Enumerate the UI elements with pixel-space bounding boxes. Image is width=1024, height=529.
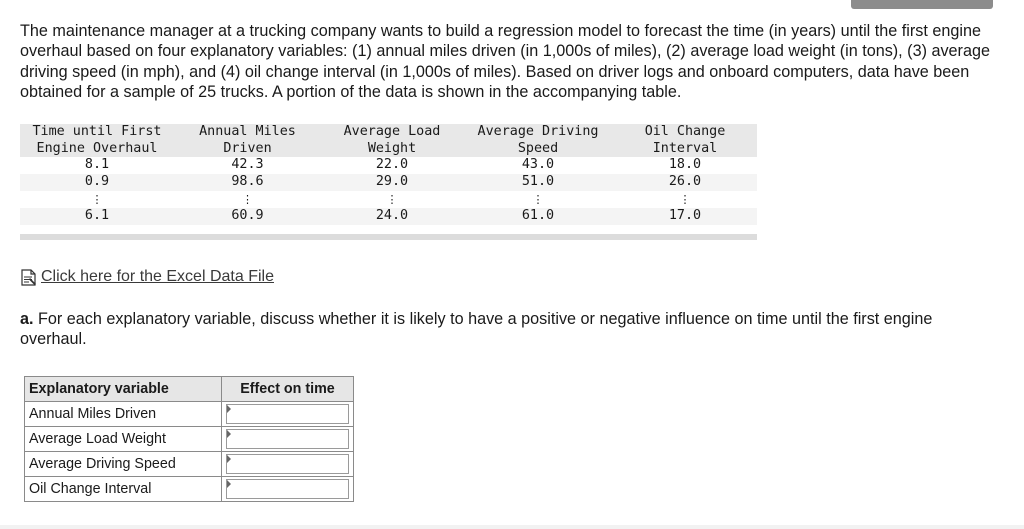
answer-row-annual-miles	[25, 402, 354, 427]
header-average-load: Average Load Weight	[321, 124, 463, 157]
vertical-ellipsis: ⋮	[386, 192, 398, 206]
effect-dropdown-average-speed[interactable]	[226, 454, 349, 474]
table-cell: 0.9	[20, 174, 174, 191]
header-oil-change: Oil Change Interval	[613, 124, 757, 157]
question-a	[20, 309, 1000, 350]
effect-dropdown-average-load[interactable]	[226, 429, 349, 449]
effect-cell	[222, 402, 354, 427]
vertical-ellipsis: ⋮	[532, 192, 544, 206]
effect-dropdown-annual-miles[interactable]	[226, 404, 349, 424]
table-cell: 43.0	[521, 157, 555, 173]
table-row	[20, 157, 757, 174]
variable-label: Oil Change Interval	[25, 477, 222, 502]
table-cell: 29.0	[321, 174, 463, 191]
excel-data-link[interactable]	[20, 268, 274, 286]
effect-cell	[222, 452, 354, 477]
variable-label: Average Load Weight	[25, 427, 222, 452]
table-cell: 18.0	[668, 157, 702, 173]
header-average-speed: Average Driving Speed	[463, 124, 613, 157]
table-cell: 98.6	[174, 174, 321, 191]
vertical-ellipsis: ⋮	[679, 192, 691, 206]
top-toolbar-tab[interactable]	[851, 0, 993, 9]
vertical-ellipsis: ⋮	[242, 192, 253, 206]
vertical-ellipsis: ⋮	[91, 192, 103, 206]
question-a-label: a.	[20, 310, 34, 328]
table-row	[20, 208, 757, 225]
header-time-until-overhaul: Time until First Engine Overhaul	[20, 124, 174, 157]
header-explanatory-variable: Explanatory variable	[25, 377, 222, 402]
data-table-header-row	[20, 124, 757, 157]
effect-cell	[222, 477, 354, 502]
table-cell: 42.3	[231, 157, 264, 173]
table-cell: 17.0	[613, 208, 757, 225]
table-cell: 51.0	[463, 174, 613, 191]
excel-link-label[interactable]: Click here for the Excel Data File	[41, 268, 274, 285]
data-table	[20, 124, 757, 225]
table-cell: 61.0	[463, 208, 613, 225]
footer-divider	[0, 525, 1024, 529]
table-row	[20, 174, 757, 191]
header-effect-on-time: Effect on time	[222, 377, 354, 402]
answer-row-oil-change	[25, 477, 354, 502]
effect-cell	[222, 427, 354, 452]
answer-row-average-load	[25, 427, 354, 452]
answer-table	[24, 376, 354, 502]
header-annual-miles: Annual Miles Driven	[174, 124, 321, 157]
table-cell: 6.1	[20, 208, 174, 225]
table-cell: 24.0	[321, 208, 463, 225]
effect-dropdown-oil-change[interactable]	[226, 479, 349, 499]
excel-file-icon	[20, 269, 38, 286]
question-a-text: For each explanatory variable, discuss whether it is likely to have a positive or negative influence on time until the first engine overhaul.	[20, 310, 933, 349]
table-bottom-rule	[20, 234, 757, 240]
table-cell: 60.9	[174, 208, 321, 225]
table-cell: 8.1	[84, 157, 110, 173]
table-cell: 22.0	[375, 157, 409, 173]
answer-row-average-speed	[25, 452, 354, 477]
answer-table-header-row	[25, 377, 354, 402]
data-table-container	[20, 124, 757, 240]
problem-intro: The maintenance manager at a trucking company wants to build a regression model to forecast the time (in years) until the first engine overhaul based on four explanatory variables: (1) annual miles driven (in 1,000s of miles), (2) average load weight (in tons), (3) average driving speed (in mph), and (4) oil change interval (in 1,000s of miles). Based on driver logs and onboard computers, data have been obtained for a sample of 25 trucks. A portion of the data is shown in the accompanying table.	[20, 22, 990, 101]
variable-label: Average Driving Speed	[25, 452, 222, 477]
variable-label: Annual Miles Driven	[25, 402, 222, 427]
table-row-ellipsis	[20, 191, 757, 208]
table-cell: 26.0	[613, 174, 757, 191]
